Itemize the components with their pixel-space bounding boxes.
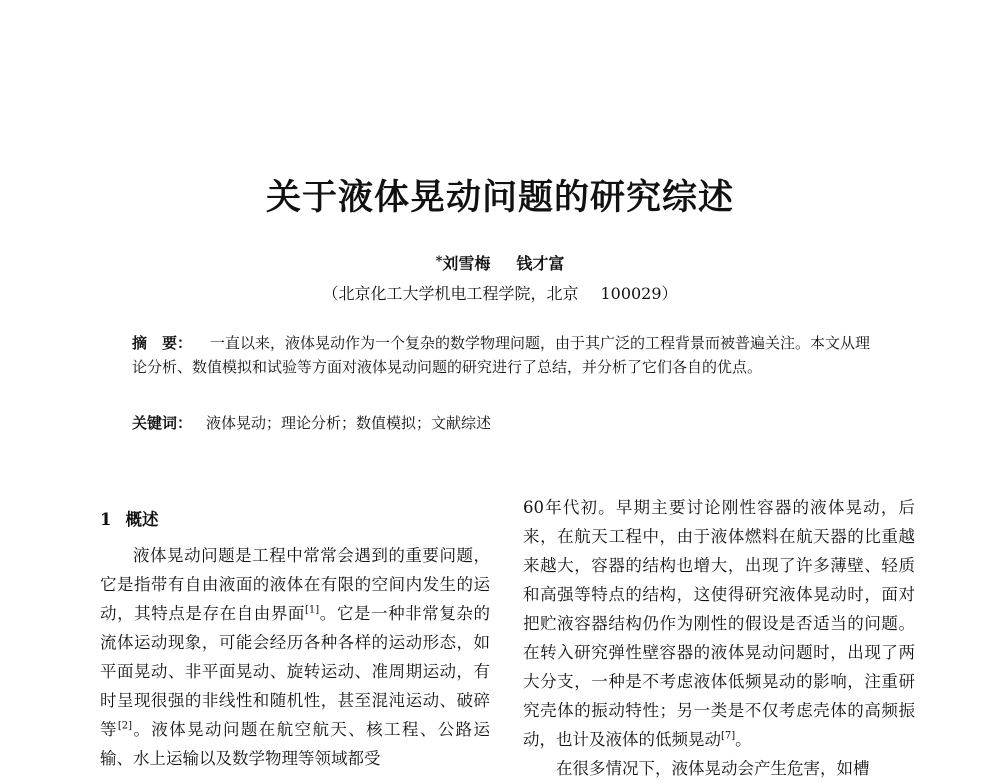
abstract-label: 摘 要： bbox=[132, 334, 193, 352]
affiliation bbox=[0, 281, 1000, 304]
author-line bbox=[0, 251, 1000, 274]
paragraph-text: 。 bbox=[735, 730, 752, 749]
section-title: 概述 bbox=[125, 510, 159, 529]
paper-title: 关于液体晃动问题的研究综述 bbox=[265, 177, 734, 218]
paragraph bbox=[100, 541, 490, 773]
affiliation-text: （北京化工大学机电工程学院，北京 bbox=[322, 284, 579, 303]
keywords bbox=[132, 412, 882, 433]
author-name: 刘雪梅 bbox=[442, 254, 491, 273]
citation: [2] bbox=[117, 720, 133, 732]
paragraph-text: 液体晃动问题是工程中常常会遇到的重要问题，它是指带有自由液面的液体在有限的空间内发生的运动，其特点是存在自由界面 bbox=[100, 546, 490, 623]
paragraph-text: 。液体晃动问题在航空航天、核工程、公路运输、水上运输以及数学物理等领域都受 bbox=[100, 720, 491, 768]
paragraph bbox=[523, 493, 915, 754]
section-number: 1 bbox=[100, 510, 112, 529]
corresponding-author-mark: * bbox=[435, 254, 443, 269]
paragraph: 在很多情况下，液体晃动会产生危害，如槽 bbox=[556, 759, 870, 778]
citation: [1] bbox=[305, 604, 320, 616]
right-column bbox=[523, 493, 915, 783]
citation: [7] bbox=[721, 730, 736, 742]
abstract bbox=[132, 331, 882, 379]
keywords-text: 液体晃动；理论分析；数值模拟；文献综述 bbox=[206, 414, 492, 432]
paragraph-text: 。它是一种非常复杂的流体运动现象，可能会经历各种各样的运动形态，如平面晃动、非平面晃动、旋转运动、准周期运动，有时呈现很强的非线性和随机性，甚至混沌运动、破碎等 bbox=[100, 604, 491, 739]
paragraph-text: 60年代初。早期主要讨论刚性容器的液体晃动，后来，在航天工程中，由于液体燃料在航天器的比重越来越大，容器的结构也增大，出现了许多薄壁、轻质和高强等特点的结构，这使得研究液体晃动时，面对把贮液容器结构仍作为刚性的假设是否适当的问题。在转入研究弹性壁容器的液体晃动问题时，出现了两大分支，一种是不考虑液体低频晃动的影响，注重研究壳体的振动特性；另一类是不仅考虑壳体的高频振动，也计及液体的低频晃动 bbox=[523, 498, 915, 749]
postal-code: 100029） bbox=[600, 284, 678, 303]
left-column bbox=[100, 505, 490, 773]
keywords-label: 关键词： bbox=[132, 414, 193, 432]
author-name: 钱才富 bbox=[516, 254, 565, 273]
abstract-text: 一直以来，液体晃动作为一个复杂的数学物理问题，由于其广泛的工程背景而被普遍关注。本文从理论分析、数值模拟和试验等方面对液体晃动问题的研究进行了总结，并分析了它们各自的优点。 bbox=[132, 334, 871, 376]
section-heading bbox=[100, 505, 490, 534]
